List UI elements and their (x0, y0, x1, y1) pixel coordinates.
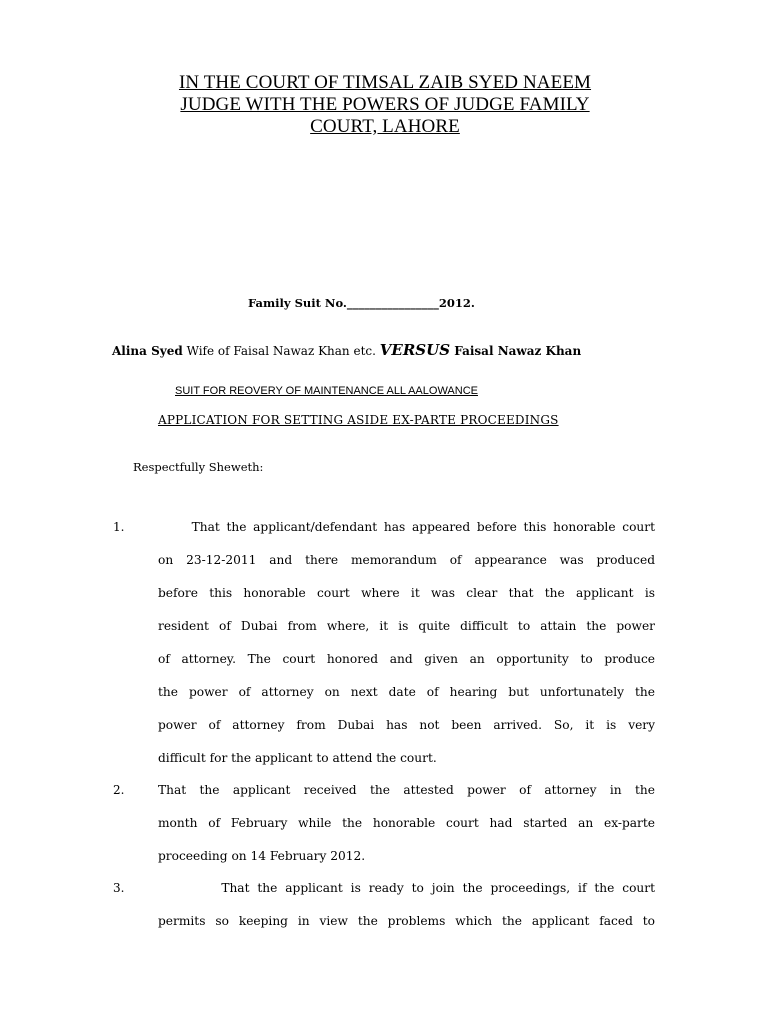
paragraph-number: 3. (113, 881, 125, 895)
paragraph-line: resident of Dubai from where, it is quite difficult to attain the power (158, 619, 655, 633)
paragraph-line: on 23-12-2011 and there memorandum of appearance was produced (158, 553, 655, 567)
versus-label: VERSUS (379, 341, 451, 359)
paragraph-line: power of attorney from Dubai has not been arrived. So, it is very (158, 718, 655, 732)
parties-line (112, 341, 581, 359)
paragraph-line: That the applicant/defendant has appeared before this honorable court (158, 520, 655, 534)
suit-number: Family Suit No.________________2012. (248, 296, 475, 310)
paragraph-line: of attorney. The court honored and given an opportunity to produce (158, 652, 655, 666)
paragraph-line: That the applicant received the attested power of attorney in the (158, 783, 655, 797)
court-heading-line-1: IN THE COURT OF TIMSAL ZAIB SYED NAEEM (178, 72, 592, 93)
application-title: APPLICATION FOR SETTING ASIDE EX-PARTE PROCEEDINGS (158, 413, 559, 427)
plaintiff-description: Wife of Faisal Nawaz Khan etc. (182, 344, 380, 358)
paragraph-number: 1. (113, 520, 125, 534)
paragraph-line: difficult for the applicant to attend the court. (158, 751, 437, 765)
paragraph-line: month of February while the honorable court had started an ex-parte (158, 816, 655, 830)
paragraph-number: 2. (113, 783, 125, 797)
defendant-name: Faisal Nawaz Khan (450, 344, 582, 358)
paragraph-line: proceeding on 14 February 2012. (158, 849, 366, 863)
paragraph-line: the power of attorney on next date of hearing but unfortunately the (158, 685, 655, 699)
plaintiff-name: Alina Syed (112, 344, 183, 358)
court-heading-line-2: JUDGE WITH THE POWERS OF JUDGE FAMILY (180, 94, 590, 115)
paragraph-line: That the applicant is ready to join the proceedings, if the court (158, 881, 655, 895)
salutation: Respectfully Sheweth: (133, 460, 264, 474)
paragraph-line: permits so keeping in view the problems which the applicant faced to (158, 914, 655, 928)
court-heading-line-3: COURT, LAHORE (310, 116, 460, 137)
paragraph-line: before this honorable court where it was clear that the applicant is (158, 586, 655, 600)
court-heading (90, 72, 680, 138)
suit-subject: SUIT FOR REOVERY OF MAINTENANCE ALL AALOWANCE (175, 385, 478, 397)
